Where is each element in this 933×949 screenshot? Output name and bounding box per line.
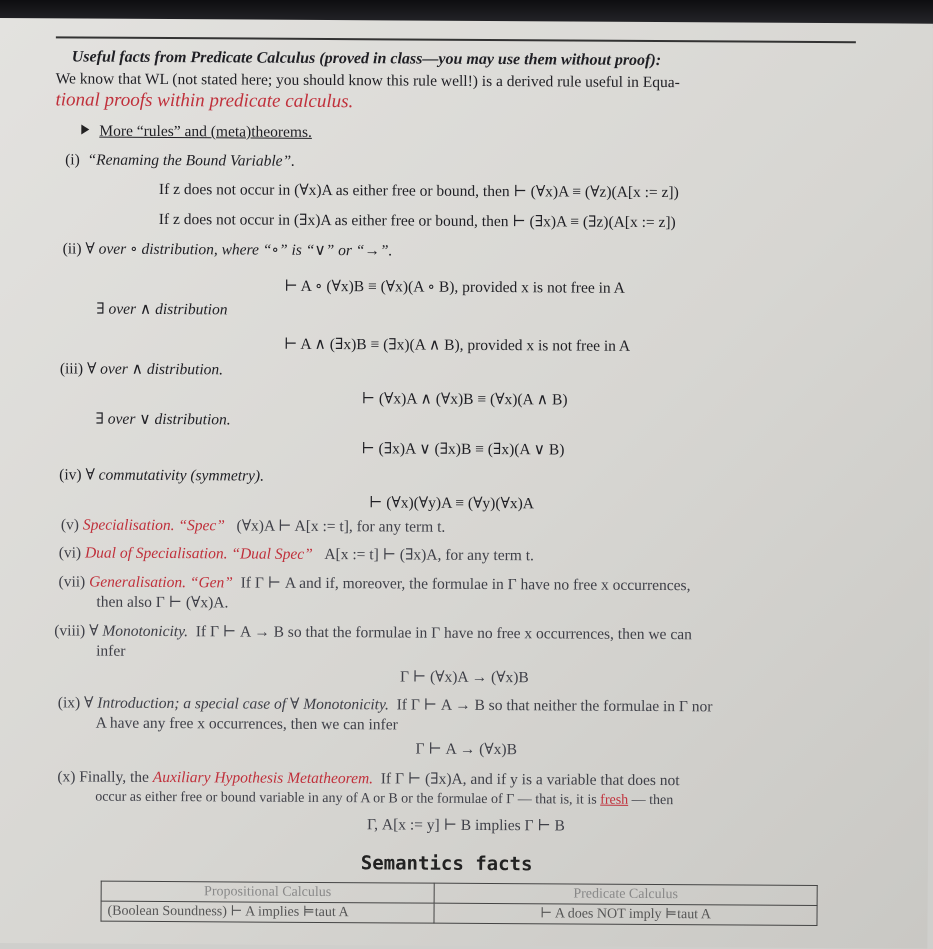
item-title: ∀ over ∧ distribution. [86, 360, 224, 379]
item-x-line-2 [95, 789, 673, 811]
fresh-link[interactable]: fresh [600, 792, 629, 808]
item-text: A[x := t] ⊢ (∃x)A, for any term t. [324, 545, 534, 565]
item-label: (vii) [58, 573, 86, 591]
item-v [61, 516, 446, 536]
item-name: ∀ Introduction; a special case of ∀ Monotonicity. [84, 694, 389, 714]
intro-line-2: tional proofs within predicate calculus. [55, 89, 354, 113]
item-vii-line-2: then also Γ ⊢ (∀x)A. [96, 593, 229, 612]
item-label: (ix) [57, 694, 81, 712]
item-text: occur as either free or bound variable in any of A or B or the formulae of Γ — that is, it is [95, 789, 597, 808]
intro-line-1: We know that WL (not stated here; you should know this rule well!) is a derived rule useful in Equa- [55, 70, 680, 92]
item-i-line-1: If z does not occur in (∀x)A as either free or bound, then ⊢ (∀x)A ≡ (∀z)(A[x := z]) [158, 180, 679, 202]
item-ii-formula-1: ⊢ A ∘ (∀x)B ≡ (∀x)(A ∘ B), provided x is not free in A [284, 277, 625, 297]
item-ix-line-2: A have any free x occurrences, then we can infer [95, 714, 398, 734]
item-name: Dual of Specialisation. “Dual Spec” [84, 544, 313, 563]
item-ii-subheading: ∃ over ∧ distribution [96, 300, 228, 319]
item-iii-formula-2: ⊢ (∃x)A ∨ (∃x)B ≡ (∃x)(A ∨ B) [361, 440, 565, 459]
item-iv-formula: ⊢ (∀x)(∀y)A ≡ (∀y)(∀x)A [368, 494, 535, 513]
item-label: (v) [60, 516, 80, 534]
top-rule [56, 36, 856, 43]
more-rules-heading [81, 122, 312, 141]
document-title: Useful facts from Predicate Calculus (proved in class—you may use them without proof): [71, 48, 662, 70]
more-rules-text: More “rules” and (meta)theorems. [99, 122, 312, 141]
item-i-header [65, 151, 295, 170]
item-x-line-1 [57, 768, 679, 790]
item-text: If Γ ⊢ A → B so that neither the formulae in Γ nor [396, 696, 713, 716]
item-label: (vi) [58, 544, 82, 562]
item-label: (ii) [62, 240, 82, 258]
item-ix-formula: Γ ⊢ A → (∀x)B [415, 740, 517, 759]
document-page [0, 18, 933, 949]
table-header-cell: Predicate Calculus [434, 883, 817, 905]
item-viii-formula: Γ ⊢ (∀x)A → (∀x)B [399, 668, 529, 687]
item-ix-line-1 [58, 694, 713, 716]
item-name: ∀ Monotonicity. [89, 622, 189, 641]
table-cell: ⊢ A does NOT imply ⊨taut A [434, 903, 817, 925]
item-text: (∀x)A ⊢ A[x := t], for any term t. [236, 517, 446, 536]
item-title: “Renaming the Bound Variable”. [87, 151, 296, 170]
table-cell: (Boolean Soundness) ⊢ A implies ⊨taut A [101, 901, 434, 923]
item-name: Generalisation. “Gen” [89, 573, 233, 592]
item-lead: Finally, the [79, 768, 149, 786]
item-vii-line-1 [58, 573, 690, 595]
item-i-line-2: If z does not occur in (∃x)A as either free or bound, then ⊢ (∃x)A ≡ (∃z)(A[x := z]) [158, 210, 676, 232]
semantics-table [100, 881, 817, 926]
item-x-formula: Γ, A[x := y] ⊢ B implies Γ ⊢ B [367, 816, 565, 835]
item-viii-line-1 [54, 622, 692, 644]
item-label: (viii) [54, 622, 86, 640]
semantics-title: Semantics facts [360, 852, 533, 876]
item-ii-formula-2: ⊢ A ∧ (∃x)B ≡ (∃x)(A ∧ B), provided x is not free in A [283, 335, 631, 355]
item-label: (i) [65, 151, 80, 169]
item-text: If Γ ⊢ (∃x)A, and if y is a variable that does not [380, 770, 680, 790]
item-label: (x) [57, 768, 76, 786]
item-name: Specialisation. “Spec” [82, 516, 225, 535]
item-iii-header [60, 360, 223, 379]
item-text: If Γ ⊢ A → B so that the formulae in Γ have no free x occurrences, then we can [195, 623, 692, 644]
item-label: (iv) [59, 466, 82, 484]
item-title: ∀ commutativity (symmetry). [85, 466, 265, 485]
item-viii-line-2: infer [96, 642, 126, 660]
item-label: (iii) [59, 360, 84, 378]
item-vi [59, 544, 534, 565]
table-row [101, 901, 817, 925]
item-ii-header [63, 240, 393, 260]
item-name: Auxiliary Hypothesis Metatheorem. [152, 768, 374, 788]
item-text: If Γ ⊢ A and if, moreover, the formulae in Γ have no free x occurrences, [240, 574, 691, 595]
item-iii-subheading: ∃ over ∨ distribution. [95, 410, 231, 429]
item-iv-header [59, 466, 264, 485]
table-header-cell: Propositional Calculus [101, 881, 434, 903]
item-text: — then [631, 792, 674, 809]
triangle-bullet-icon [81, 124, 89, 134]
item-iii-formula-1: ⊢ (∀x)A ∧ (∀x)B ≡ (∀x)(A ∧ B) [361, 390, 568, 409]
item-title: ∀ over ∘ distribution, where “∘” is “∨” or “→”. [85, 240, 393, 260]
